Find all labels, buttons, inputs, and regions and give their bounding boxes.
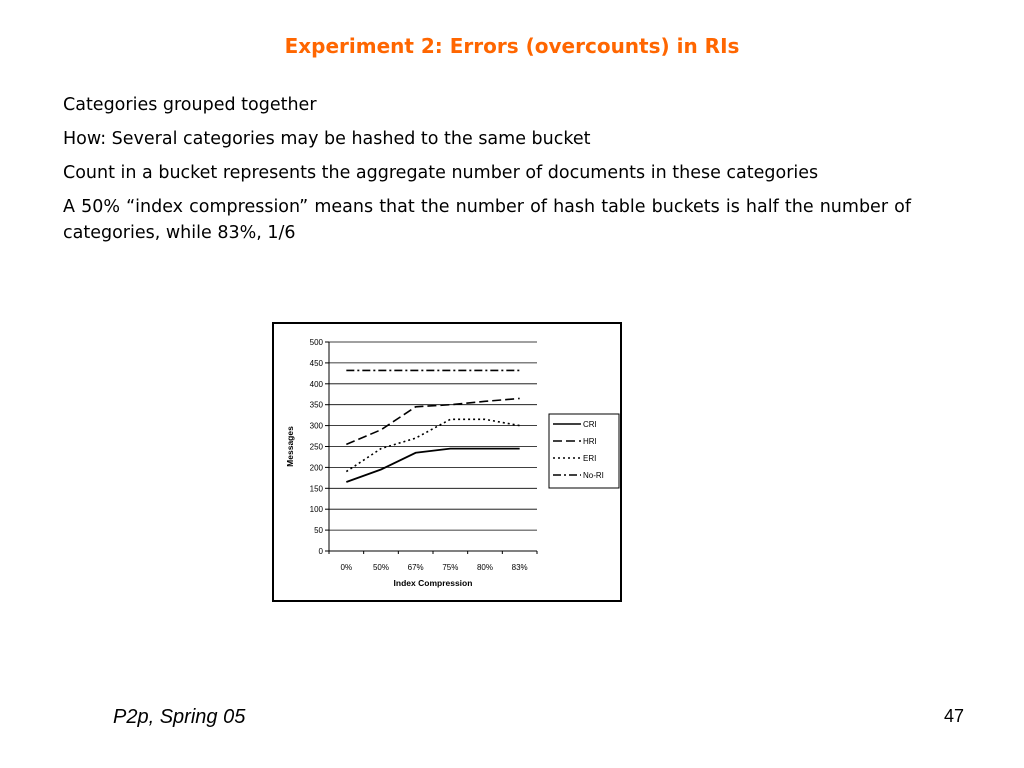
x-tick-label: 83% [511, 563, 528, 572]
bullet-item: A 50% “index compression” means that the number of hash table buckets is half the number of categories, while 83%, 1/6 [63, 197, 911, 243]
chart-frame [272, 322, 622, 602]
bullet-list [63, 92, 911, 254]
x-axis-label: Index Compression [393, 578, 473, 588]
y-tick-label: 250 [309, 442, 323, 452]
y-tick-label: 400 [309, 379, 323, 389]
y-tick-label: 100 [309, 505, 323, 515]
x-tick-label: 0% [340, 563, 353, 572]
y-tick-label: 300 [309, 421, 323, 431]
y-tick-label: 450 [309, 358, 323, 368]
y-tick-label: 350 [309, 400, 323, 410]
y-tick-label: 0 [318, 547, 323, 556]
line-chart [274, 324, 620, 600]
legend-label: No-RI [583, 471, 604, 480]
bullet-item: Count in a bucket represents the aggregate number of documents in these categories [63, 163, 819, 183]
y-tick-label: 50 [314, 526, 323, 536]
footer-course: P2p, Spring 05 [113, 706, 246, 728]
x-tick-label: 75% [442, 563, 459, 572]
bullet-item: Categories grouped together [63, 95, 317, 115]
legend-label: HRI [583, 437, 597, 446]
slide-title: Experiment 2: Errors (overcounts) in RIs [284, 34, 740, 58]
page-number: 47 [943, 706, 964, 726]
series-line-eri [346, 419, 519, 471]
x-tick-label: 50% [372, 563, 390, 572]
y-tick-label: 500 [309, 338, 323, 347]
legend-label: ERI [583, 454, 597, 463]
x-tick-label: 80% [476, 563, 494, 572]
legend-label: CRI [583, 420, 597, 429]
bullet-item: How: Several categories may be hashed to the same bucket [63, 129, 591, 149]
y-tick-label: 200 [309, 463, 323, 473]
x-tick-label: 67% [407, 563, 424, 572]
y-tick-label: 150 [309, 484, 323, 494]
y-axis-label: Messages [285, 426, 295, 467]
